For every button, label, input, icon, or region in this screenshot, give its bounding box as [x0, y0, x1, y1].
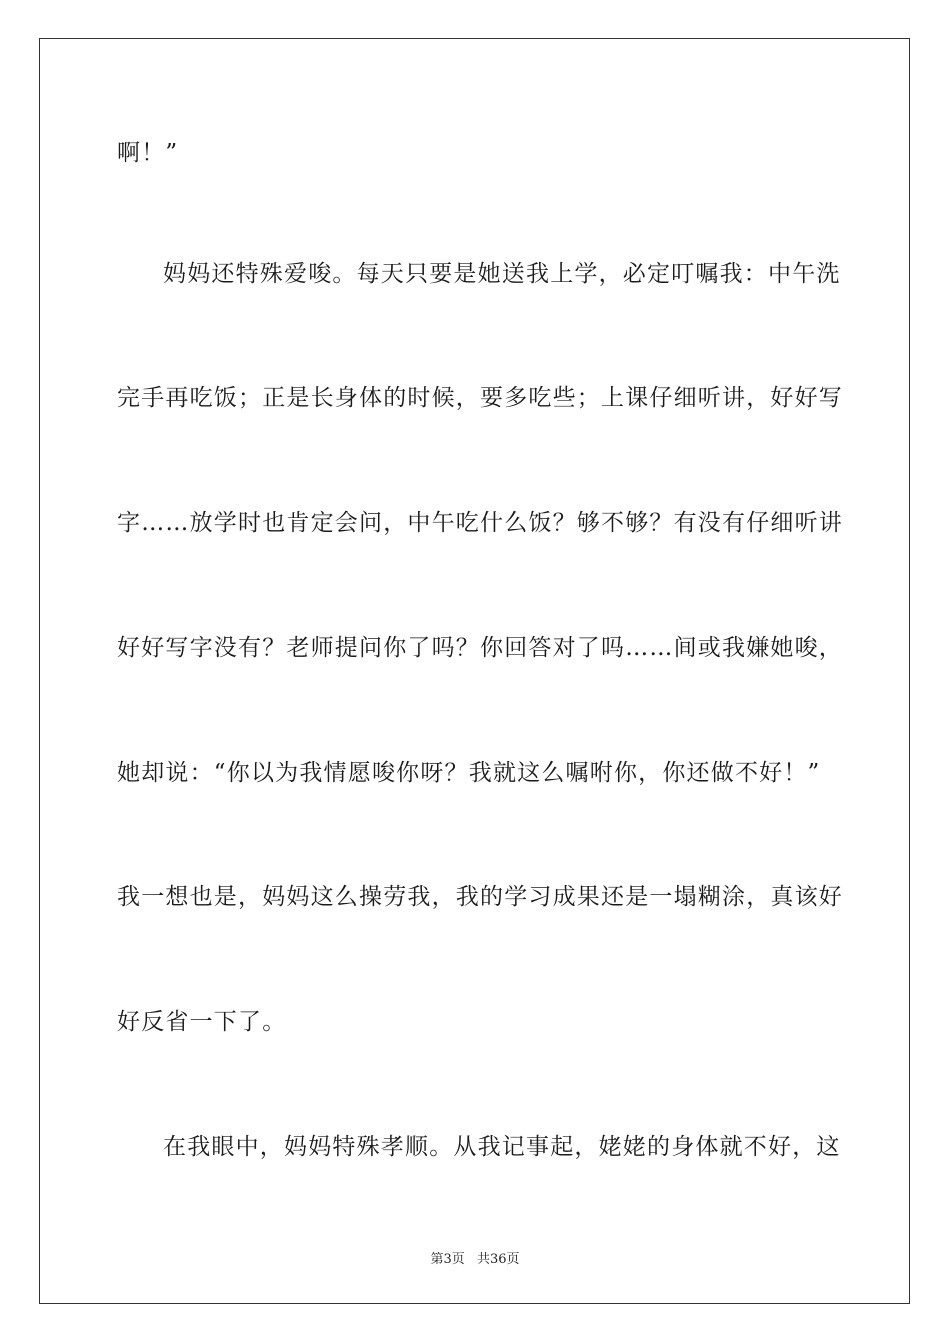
text-line: 好反省一下了。 — [117, 1009, 287, 1035]
text-line: 啊！” — [117, 140, 179, 166]
page-footer — [0, 1248, 950, 1267]
text-line: 字……放学时也肯定会问，中午吃什么饭？够不够？有没有仔细听讲 — [117, 510, 843, 536]
text-line: 好好写字没有？老师提问你了吗？你回答对了吗……间或我嫌她唆， — [117, 635, 843, 661]
page-number: 第3页 — [430, 1252, 465, 1267]
page-border — [39, 38, 910, 1304]
text-line: 我一想也是，妈妈这么操劳我，我的学习成果还是一塌糊涂，真该好 — [117, 884, 843, 910]
text-line: 完手再吃饭；正是长身体的时候，要多吃些；上课仔细听讲，好好写 — [117, 385, 843, 411]
paragraph-start-line: 妈妈还特殊爱唆。每天只要是她送我上学，必定叮嘱我：中午洗 — [163, 261, 841, 287]
text-line: 她却说：“你以为我情愿唆你呀？我就这么嘱咐你，你还做不好！” — [117, 760, 821, 786]
total-pages: 共36页 — [476, 1252, 520, 1267]
paragraph-start-line: 在我眼中，妈妈特殊孝顺。从我记事起，姥姥的身体就不好，这 — [163, 1134, 841, 1160]
